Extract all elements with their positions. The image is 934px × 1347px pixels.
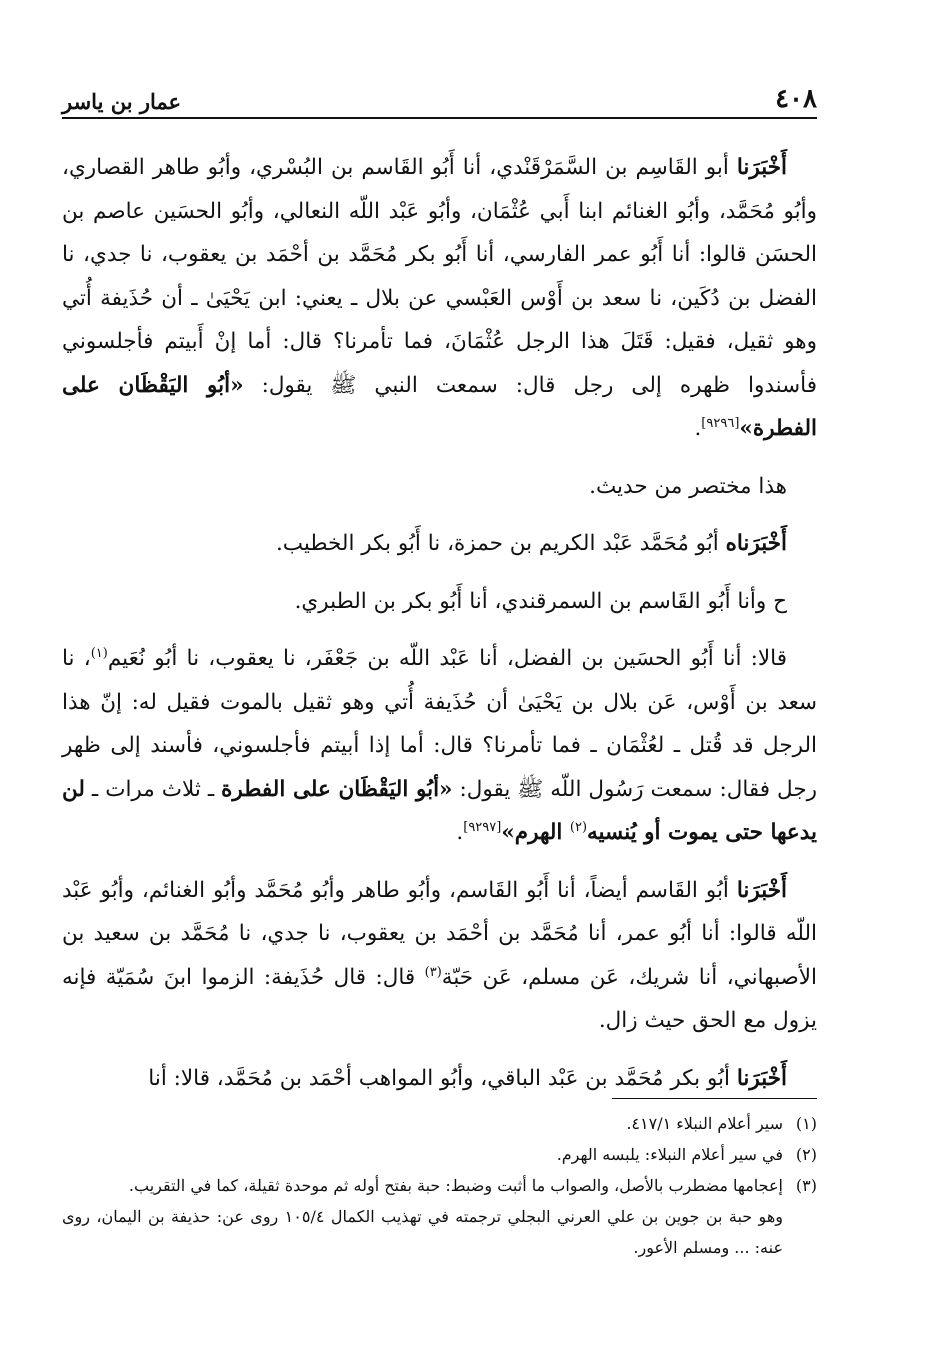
keyword: أَخْبَرَنا: [736, 155, 787, 180]
page-header: [62, 82, 817, 112]
paragraph-5: [62, 637, 817, 855]
text: أبو القَاسِم بن السَّمَرْقَنْدي، أنا أَبُو القَاسم بن البُسْري، وأبُو طاهر القصاري، وأبُو مُحَمَّد، وأبُو الغنائم ابنا أَبي عُثْمَان، وأبُو عَبْد اللّه النعالي، وأبُو الحسَين عاصم بن الحسَن قالوا: أنا أَبُو عمر الفارسي، أنا أَبُو بكر مُحَمَّد بن أحْمَد بن يعقوب، نا جدي، نا الفضل بن دُكَين، نا سعد بن أَوْس العَبْسي عن بلال ـ يعني: ابن يَحْيَىٰ ـ أن حُذَيفة أُتي وهو ثقيل، فقيل: قَتَلَ هذا الرجل عُثْمَانَ، فما تأمرنا؟ قال: أما إنْ أَبيتم فأجلسوني فأسندوا ظهره إلى رجل قال: سمعت النبي ﷺ يقول:: [62, 155, 818, 398]
footnote-number: (٣): [795, 1176, 817, 1195]
footnote-marker: (٣): [424, 964, 442, 980]
paragraph-1: [62, 146, 817, 451]
text: قالا: أنا أَبُو الحسَين بن الفضل، أنا عَبْد اللّه بن جَعْفَر، نا يعقوب، نا أبُو نُعَيم: [107, 646, 787, 671]
footnote-3-continuation: وهو حبة بن جوين بن علي العرني البجلي ترجمته في تهذيب الكمال ١٠٥/٤ روى عن: حذيفة بن اليمان، روى عنه: ... ومسلم الأعور.: [62, 1207, 783, 1257]
hadith-quote: لن يدعها حتى يموت أو يُنسيه: [62, 776, 817, 845]
hadith-quote: «أبُو اليَقْظَان على الفطرة»: [62, 372, 817, 441]
hadith-quote: الهرم»: [501, 820, 570, 845]
text: ، نا سعد بن أَوْس، عَن بلال بن يَحْيَىٰ أن حُذَيفة أُتي وهو ثقيل بالموت فقيل له: إنّ هذا الرجل قد قُتل ـ لعُثْمَان ـ فما تأمرنا؟ قال: أما إذا أبيتم فأجلسوني، فأسند إلى ظهر رجل فقال: سمعت رَسُول اللّه ﷺ يقول:: [62, 646, 817, 802]
keyword: أَخْبَرَنا: [736, 877, 787, 903]
text: قال: قال حُذَيفة: الزموا ابنَ سُمَيّة فإنه يزول مع الحق حيث زال.: [62, 964, 817, 1033]
paragraph-6: [62, 869, 817, 1043]
keyword: أَخْبَرَناه: [725, 531, 787, 556]
main-text: [62, 146, 817, 1100]
text: .: [694, 416, 702, 441]
paragraph-2: هذا مختصر من حديث.: [589, 473, 787, 499]
footnote-2: [62, 1139, 817, 1170]
hadith-ref: [٩٢٩٦]: [701, 415, 740, 431]
footnote-marker: (١): [90, 645, 108, 661]
running-title: عمار بن ياسر: [62, 89, 182, 114]
paragraph-7: [62, 1057, 817, 1101]
footnote-number: (١): [795, 1114, 817, 1133]
footnote-marker: (٢): [569, 819, 588, 835]
footnote-text: سير أعلام النبلاء ٤١٧/١.: [626, 1114, 783, 1133]
footnote-3: [62, 1170, 817, 1201]
paragraph-3: [62, 522, 817, 566]
footnote-text: في سير أعلام النبلاء: يلبسه الهرم.: [556, 1145, 783, 1164]
keyword: أَخْبَرَنا: [736, 1065, 787, 1091]
page-number: ٤٠٨: [775, 84, 817, 114]
text: أبُو مُحَمَّد عَبْد الكريم بن حمزة، نا أَبُو بكر الخطيب.: [275, 531, 726, 556]
hadith-quote: «أبُو اليَقْظَان على الفطرة: [221, 776, 453, 802]
text: أبُو بكر مُحَمَّد بن عَبْد الباقي، وأبُو المواهب أحْمَد بن مُحَمَّد، قالا: أنا: [148, 1065, 737, 1091]
footnote-text: إعجامها مضطرب بالأصل، والصواب ما أثبت وضبط: حبة بفتح أوله ثم موحدة ثقيلة، كما في التقريب.: [128, 1176, 783, 1195]
header-divider: [62, 117, 817, 119]
hadith-ref: [٩٢٩٧]: [463, 819, 502, 835]
footnote-1: [62, 1108, 817, 1139]
text: ـ ثلاث مرات ـ: [84, 776, 222, 802]
paragraph-4: ح وأنا أَبُو القَاسم بن السمرقندي، أنا أَبُو بكر بن الطبري.: [294, 588, 787, 614]
footnotes: [62, 1108, 817, 1263]
text: .: [456, 820, 464, 845]
footnote-number: (٢): [795, 1145, 817, 1164]
footnote-divider: [612, 1098, 817, 1099]
text: أبُو القَاسم أيضاً، أنا أَبُو القَاسم، وأبُو طاهر وأبُو مُحَمَّد وأبُو الغنائم، وأبُو عَبْد اللّه قالوا: أنا أبُو عمر، أنا مُحَمَّد بن أحْمَد بن يعقوب، نا جدي، نا مُحَمَّد بن سعيد بن الأصبهاني، أنا شريك، عَن مسلم، عَن حَبّة: [62, 877, 817, 990]
